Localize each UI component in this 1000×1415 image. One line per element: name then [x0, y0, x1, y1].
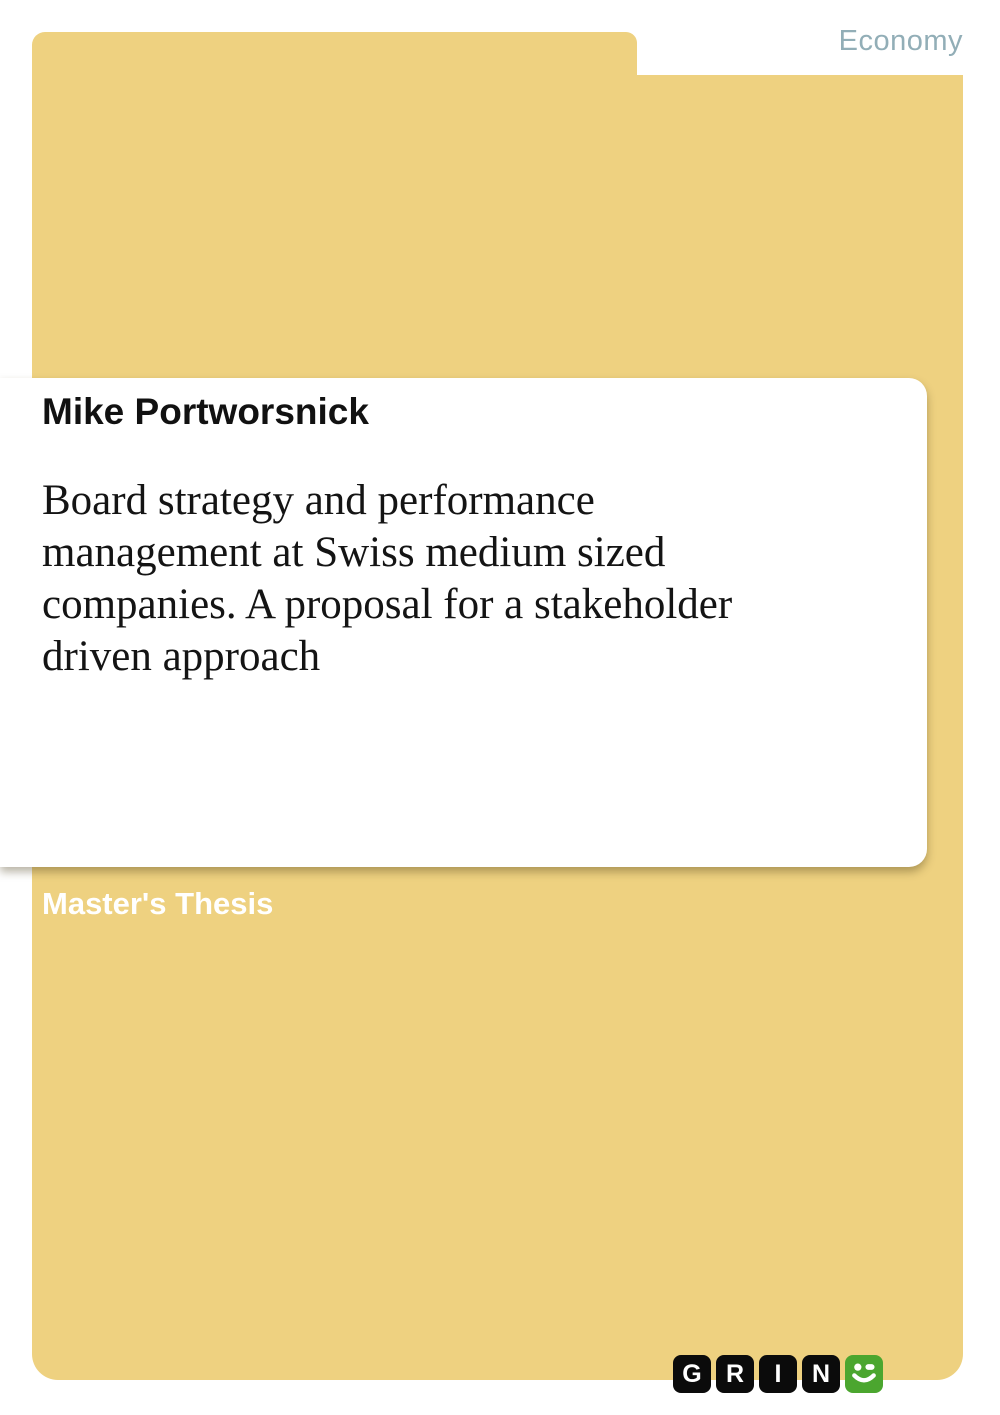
- thesis-type-label: Master's Thesis: [42, 886, 274, 921]
- content-card: [0, 378, 927, 867]
- grin-logo-letter-g: G: [673, 1355, 711, 1393]
- grin-logo-letter-i: I: [759, 1355, 797, 1393]
- grin-logo-letter-r: R: [716, 1355, 754, 1393]
- title-line: Board strategy and performance: [42, 477, 595, 524]
- title-line: management at Swiss medium sized: [42, 529, 666, 576]
- grin-logo: [673, 1355, 883, 1393]
- title-line: driven approach: [42, 633, 321, 680]
- book-title: [42, 475, 885, 683]
- grin-logo-letter-n: N: [802, 1355, 840, 1393]
- category-label: Economy: [838, 25, 963, 57]
- title-line: companies. A proposal for a stakeholder: [42, 581, 733, 628]
- author-name: Mike Portworsnick: [42, 391, 369, 432]
- winking-smiley-icon: [845, 1355, 883, 1393]
